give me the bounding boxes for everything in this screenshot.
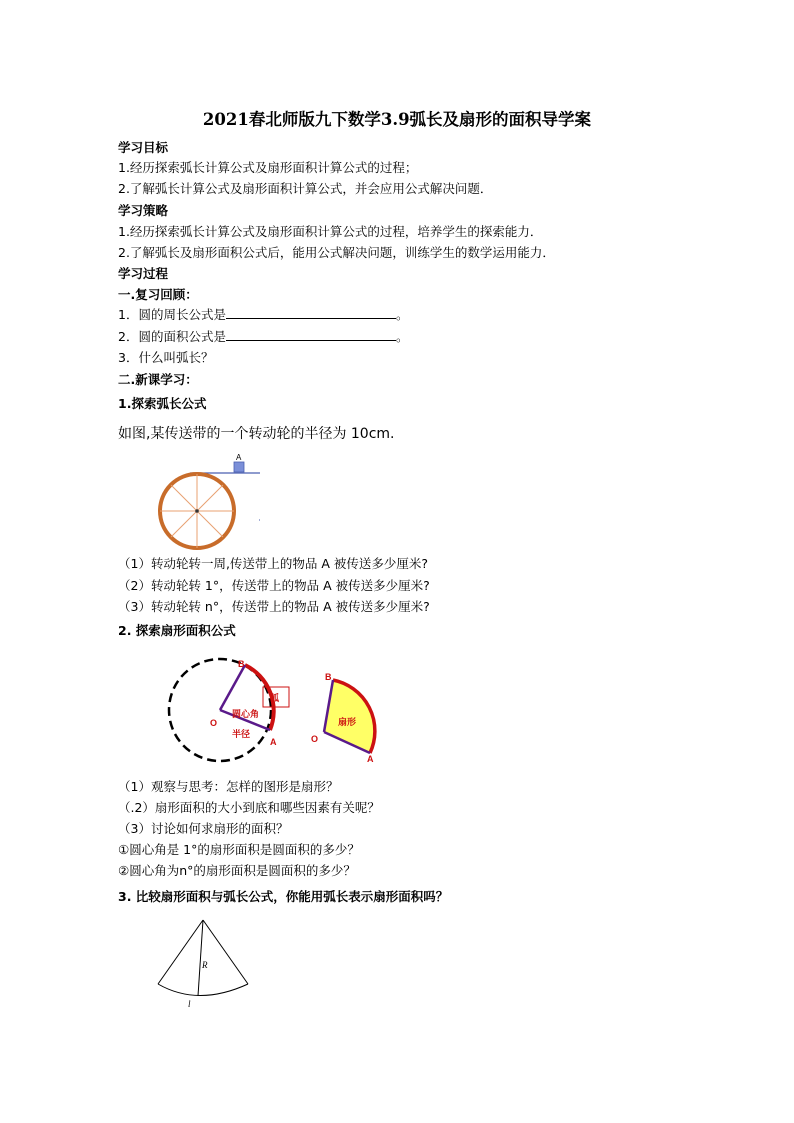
conveyor-wheel-figure	[150, 450, 270, 550]
review-end-mark: 。	[395, 307, 409, 322]
goal-item-1: 1.经历探索弧长计算公式及扇形面积计算公式的过程；	[118, 160, 418, 175]
sector-right-radius	[203, 920, 248, 984]
label-central-angle: 圆心角	[232, 709, 260, 719]
object-a-box	[234, 462, 244, 472]
section-goal-heading: 学习目标	[118, 140, 169, 155]
label-l: l	[188, 999, 191, 1009]
part1-intro: 如图,某传送带的一个转动轮的半径为 10cm.	[118, 426, 395, 442]
label-b: B	[325, 672, 332, 682]
question-1: （1）转动轮转一周,传送带上的物品 A 被传送多少厘米?	[118, 556, 429, 571]
page-title: 2021春北师版九下数学3.9弧长及扇形的面积导学案	[202, 110, 592, 129]
question-2: （2）转动轮转 1°，传送带上的物品 A 被传送多少厘米?	[118, 578, 430, 593]
question-3: （3）转动轮转 n°，传送带上的物品 A 被传送多少厘米?	[118, 599, 430, 614]
sector-question-2: （.2）扇形面积的大小到底和哪些因素有关呢？	[118, 800, 380, 815]
radius-ob	[220, 665, 245, 710]
label-sector: 扇形	[338, 717, 357, 727]
new-lesson-heading: 二.新课学习：	[118, 372, 198, 387]
review-item-1-text: 1．圆的周长公式是	[118, 307, 226, 322]
review-item-1	[118, 307, 408, 323]
sector-left-radius	[158, 920, 203, 984]
sector-diagram-circle	[160, 655, 320, 765]
wheel-center	[195, 509, 199, 513]
sector-middle-radius	[198, 920, 203, 996]
strategy-item-2: 2.了解弧长及扇形面积公式后，能用公式解决问题，训练学生的数学运用能力．	[118, 245, 555, 260]
sector-question-3: （3）讨论如何求扇形的面积？	[118, 821, 289, 836]
sector-question-5: ②圆心角为n°的扇形面积是圆面积的多少？	[118, 863, 356, 878]
answer-blank[interactable]	[226, 329, 396, 341]
strategy-item-1: 1.经历探索弧长计算公式及扇形面积计算公式的过程，培养学生的探索能力．	[118, 224, 543, 239]
review-item-2-text: 2．圆的面积公式是	[118, 329, 226, 344]
label-a: A	[270, 737, 277, 747]
review-item-3: 3．什么叫弧长？	[118, 350, 214, 365]
label-a: A	[236, 453, 242, 462]
goal-item-2: 2.了解弧长计算公式及扇形面积计算公式，并会应用公式解决问题．	[118, 181, 493, 196]
answer-blank[interactable]	[226, 307, 396, 319]
label-arc: 弧	[270, 693, 280, 703]
sector-question-1: （1）观察与思考：怎样的图形是扇形？	[118, 779, 339, 794]
section-strategy-heading: 学习策略	[118, 203, 169, 218]
sector-question-4: ①圆心角是 1°的扇形面积是圆面积的多少？	[118, 842, 360, 857]
label-a: A	[367, 754, 374, 764]
label-r: R	[202, 960, 208, 970]
label-o: O	[210, 718, 218, 728]
part2-heading: 2. 探索扇形面积公式	[118, 623, 236, 638]
sector-arc	[158, 984, 248, 996]
sector-diagram-r-l	[150, 915, 260, 1010]
label-b: B	[238, 659, 245, 669]
label-radius: 半径	[232, 729, 251, 739]
part3-heading: 3. 比较扇形面积与弧长公式，你能用弧长表示扇形面积吗？	[118, 889, 449, 904]
label-o: O	[311, 734, 319, 744]
part1-heading: 1.探索弧长公式	[118, 396, 207, 411]
review-heading: 一.复习回顾：	[118, 287, 198, 302]
sector-diagram-filled	[305, 660, 395, 764]
review-item-2	[118, 329, 408, 345]
review-end-mark: 。	[395, 329, 409, 344]
section-process-heading: 学习过程	[118, 266, 169, 281]
